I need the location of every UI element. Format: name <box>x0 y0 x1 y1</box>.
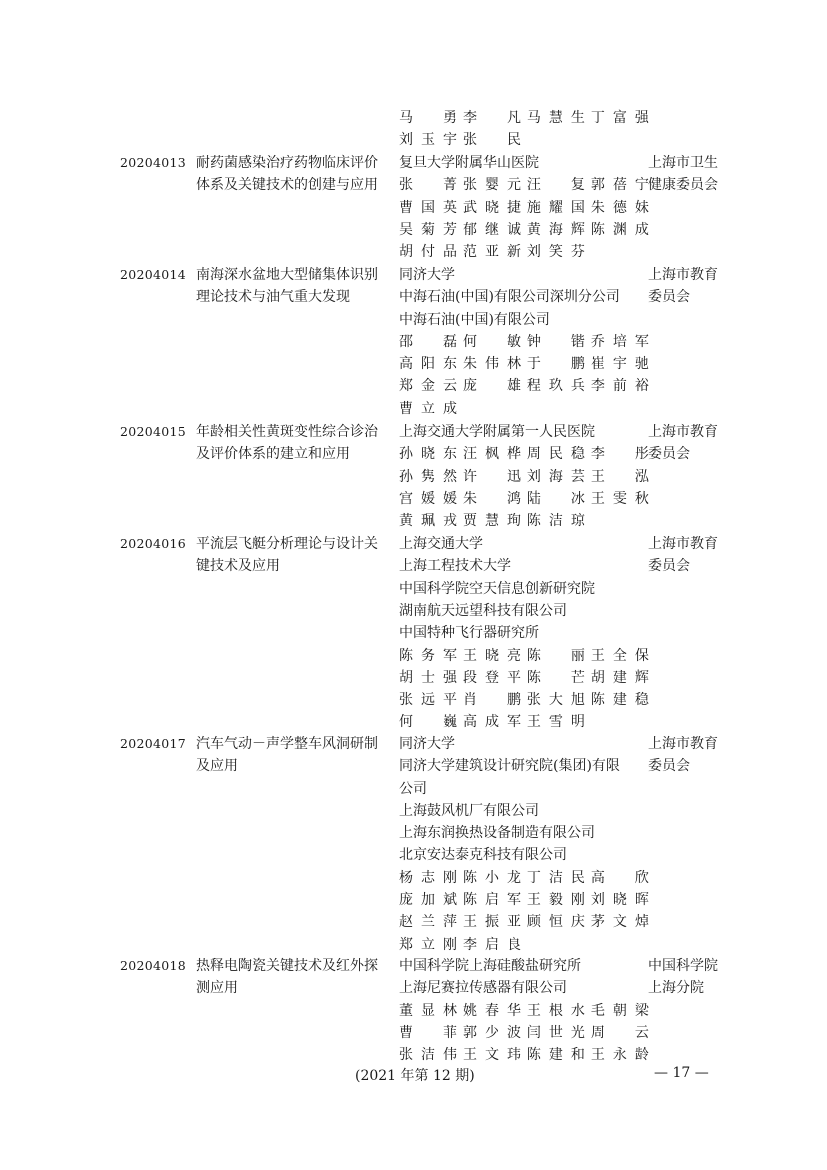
title-line: 平流层飞艇分析理论与设计关 <box>196 536 378 552</box>
completing-units <box>399 264 620 331</box>
project-code: 20204017 <box>120 736 187 751</box>
person-name: 陈 芒 <box>526 669 585 686</box>
name-row <box>399 129 649 151</box>
person-name: 高 欣 <box>590 869 649 886</box>
person-name: 陈 丽 <box>526 647 585 664</box>
person-name: 贾慧珣 <box>462 513 521 530</box>
unit-line: 湖南航天远望科技有限公司 <box>399 602 567 619</box>
person-name: 张 菁 <box>399 177 457 194</box>
completing-units <box>399 955 581 1000</box>
dept-line: 委员会 <box>648 289 690 306</box>
person-name: 刘笑芬 <box>526 244 585 261</box>
title-line: 及应用 <box>196 758 238 775</box>
name-row <box>399 711 649 733</box>
person-name: 张大旭 <box>526 692 585 709</box>
name-row <box>399 466 649 488</box>
person-name: 许 迅 <box>462 468 521 485</box>
person-name: 王全保 <box>590 647 649 664</box>
unit-line: 公司 <box>399 780 427 797</box>
name-row <box>399 197 649 219</box>
person-name: 崔宇驰 <box>590 356 649 373</box>
person-name: 孙隽然 <box>399 468 457 485</box>
dept-line: 上海市教育 <box>648 536 718 552</box>
person-name: 王雯秋 <box>590 490 649 507</box>
person-name: 顾恒庆 <box>526 914 585 931</box>
person-name: 郑立刚 <box>399 936 457 953</box>
name-row <box>399 889 649 911</box>
title-line: 南海深水盆地大型储集体识别 <box>196 267 378 283</box>
recommending-department <box>648 264 738 309</box>
unit-line: 北京安达泰克科技有限公司 <box>399 847 567 864</box>
person-name: 朱 鸿 <box>462 490 521 507</box>
person-name: 李 凡 <box>462 110 521 126</box>
person-name: 曹立成 <box>399 400 457 417</box>
person-name: 毛朝梁 <box>590 1002 649 1019</box>
person-name: 陈洁琼 <box>526 513 585 530</box>
person-name: 何 巍 <box>399 714 457 731</box>
person-name: 曹 菲 <box>399 1024 457 1041</box>
completing-units <box>399 152 539 174</box>
name-row <box>399 375 649 397</box>
person-name: 赵兰萍 <box>399 914 457 931</box>
project-title <box>196 421 390 466</box>
person-name: 陈务军 <box>399 647 457 664</box>
unit-line: 中国特种飞行器研究所 <box>399 625 539 642</box>
name-row <box>399 331 649 353</box>
project-code: 20204018 <box>120 958 187 973</box>
person-name: 高阳东 <box>399 356 457 373</box>
completers <box>399 174 649 263</box>
person-name: 郁继诚 <box>462 221 521 238</box>
name-row <box>399 911 649 933</box>
person-name: 邵 磊 <box>399 333 457 350</box>
unit-line: 复旦大学附属华山医院 <box>399 155 539 171</box>
person-name: 孙晓东 <box>399 446 457 463</box>
person-name: 高成军 <box>462 714 521 731</box>
person-name: 庞加斌 <box>399 892 457 909</box>
person-name: 王文玮 <box>462 1047 521 1064</box>
person-name: 陈建稳 <box>590 692 649 709</box>
recommending-department <box>648 533 738 578</box>
person-name: 张婴元 <box>462 177 521 194</box>
title-line: 及评价体系的建立和应用 <box>196 446 350 463</box>
name-row <box>399 867 649 889</box>
unit-line: 中海石油(中国)有限公司深圳分公司 <box>399 289 620 306</box>
dept-line: 委员会 <box>648 758 690 775</box>
project-title <box>196 955 390 1000</box>
unit-line: 上海东润换热设备制造有限公司 <box>399 825 595 842</box>
person-name: 丁洁民 <box>526 869 585 886</box>
continuation-names <box>399 107 649 152</box>
name-row <box>399 443 649 465</box>
name-row <box>399 1044 649 1066</box>
person-name: 周民稳 <box>526 446 585 463</box>
person-name: 肖 鹏 <box>462 692 521 709</box>
dept-line: 上海市教育 <box>648 736 718 752</box>
unit-line: 中国科学院上海硅酸盐研究所 <box>399 958 581 974</box>
title-line: 测应用 <box>196 980 238 997</box>
completing-units <box>399 421 595 443</box>
name-row <box>399 174 649 196</box>
person-name: 郭蓓宁 <box>590 177 649 194</box>
name-row <box>399 488 649 510</box>
project-code: 20204014 <box>120 267 187 282</box>
person-name: 王晓亮 <box>462 647 521 664</box>
name-row <box>399 241 649 263</box>
unit-line: 同济大学 <box>399 736 455 752</box>
recommending-department <box>648 733 738 778</box>
person-name: 朱伟林 <box>462 356 521 373</box>
person-name: 刘晓晖 <box>590 892 649 909</box>
project-title <box>196 533 390 578</box>
person-name: 李 彤 <box>590 446 649 463</box>
unit-line: 上海交通大学 <box>399 536 483 552</box>
person-name: 陈小龙 <box>462 869 521 886</box>
person-name: 胡建辉 <box>590 669 649 686</box>
project-title <box>196 264 390 309</box>
person-name: 范亚新 <box>462 244 521 261</box>
person-name: 董显林 <box>399 1002 457 1019</box>
person-name: 汪 复 <box>526 177 585 194</box>
dept-line: 委员会 <box>648 558 690 575</box>
person-name: 周 云 <box>590 1024 649 1041</box>
project-title <box>196 152 390 197</box>
person-name: 吴菊芳 <box>399 221 457 238</box>
recommending-department <box>648 955 738 1000</box>
name-row <box>399 107 649 129</box>
person-name: 马 勇 <box>399 110 457 126</box>
completing-units <box>399 533 595 644</box>
person-name: 杨志刚 <box>399 869 457 886</box>
person-name: 刘玉宇 <box>399 132 457 149</box>
project-title <box>196 733 390 778</box>
person-name: 乔培军 <box>590 333 649 350</box>
person-name: 胡士强 <box>399 669 457 686</box>
person-name: 陆 冰 <box>526 490 585 507</box>
project-code: 20204013 <box>120 155 187 170</box>
dept-line: 健康委员会 <box>648 177 718 194</box>
unit-line: 中国科学院空天信息创新研究院 <box>399 580 595 597</box>
person-name: 刘海芸 <box>526 468 585 485</box>
unit-line: 中海石油(中国)有限公司 <box>399 311 550 328</box>
person-name: 曹国英 <box>399 199 457 216</box>
recommending-department <box>648 421 738 466</box>
name-row <box>399 689 649 711</box>
person-name: 李启良 <box>462 936 521 953</box>
unit-line: 上海尼赛拉传感器有限公司 <box>399 980 567 997</box>
title-line: 键技术及应用 <box>196 558 280 575</box>
person-name: 段登平 <box>462 669 521 686</box>
title-line: 汽车气动－声学整车风洞研制 <box>196 736 378 752</box>
page-number: — 17 — <box>654 1065 709 1081</box>
unit-line: 上海交通大学附属第一人民医院 <box>399 424 595 440</box>
person-name: 闫世光 <box>526 1024 585 1041</box>
person-name: 于 鹏 <box>526 356 585 373</box>
recommending-department <box>648 152 738 197</box>
person-name: 王振亚 <box>462 914 521 931</box>
name-row <box>399 353 649 375</box>
person-name: 钟 锴 <box>526 333 585 350</box>
name-row <box>399 1022 649 1044</box>
dept-line: 上海市教育 <box>648 267 718 283</box>
person-name: 陈渊成 <box>590 221 649 238</box>
name-row <box>399 1000 649 1022</box>
completers <box>399 443 649 532</box>
person-name: 郭少波 <box>462 1024 521 1041</box>
person-name: 张 民 <box>462 132 521 149</box>
completers <box>399 331 649 420</box>
person-name: 庞 雄 <box>462 378 521 395</box>
person-name: 姚春华 <box>462 1002 521 1019</box>
title-line: 年龄相关性黄斑变性综合诊治 <box>196 424 378 440</box>
person-name: 陈启军 <box>462 892 521 909</box>
person-name: 马慧生 <box>526 110 585 126</box>
person-name: 郑金云 <box>399 378 457 395</box>
title-line: 耐药菌感染治疗药物临床评价 <box>196 155 378 171</box>
person-name: 王永龄 <box>590 1047 649 1064</box>
project-code: 20204015 <box>120 424 187 439</box>
person-name: 王 泓 <box>590 468 649 485</box>
completers <box>399 1000 649 1067</box>
unit-line: 上海鼓风机厂有限公司 <box>399 802 539 819</box>
person-name: 施耀国 <box>526 199 585 216</box>
person-name: 何 敏 <box>462 333 521 350</box>
person-name: 王雪明 <box>526 714 585 731</box>
person-name: 王根水 <box>526 1002 585 1019</box>
name-row <box>399 934 649 956</box>
completers <box>399 867 649 956</box>
name-row <box>399 510 649 532</box>
issue-footer: (2021 年第 12 期) <box>355 1068 475 1084</box>
person-name: 王毅刚 <box>526 892 585 909</box>
unit-line: 同济大学 <box>399 267 455 283</box>
title-line: 理论技术与油气重大发现 <box>196 289 350 306</box>
title-line: 体系及关键技术的创建与应用 <box>196 177 378 194</box>
person-name: 朱德妹 <box>590 199 649 216</box>
person-name: 宫媛媛 <box>399 490 457 507</box>
person-name: 张洁伟 <box>399 1047 457 1064</box>
person-name: 李前裕 <box>590 378 649 395</box>
name-row <box>399 398 649 420</box>
person-name: 陈建和 <box>526 1047 585 1064</box>
dept-line: 上海市教育 <box>648 424 718 440</box>
person-name: 茅文焯 <box>590 914 649 931</box>
dept-line: 上海市卫生 <box>648 155 718 171</box>
person-name: 丁富强 <box>590 110 649 126</box>
dept-line: 中国科学院 <box>648 958 718 974</box>
person-name: 黄珮戎 <box>399 513 457 530</box>
dept-line: 委员会 <box>648 446 690 463</box>
title-line: 热释电陶瓷关键技术及红外探 <box>196 958 378 974</box>
name-row <box>399 667 649 689</box>
project-code: 20204016 <box>120 536 187 551</box>
unit-line: 同济大学建筑设计研究院(集团)有限 <box>399 758 620 775</box>
person-name: 汪枫桦 <box>462 446 521 463</box>
name-row <box>399 219 649 241</box>
person-name: 张远平 <box>399 692 457 709</box>
name-row <box>399 645 649 667</box>
completing-units <box>399 733 620 867</box>
dept-line: 上海分院 <box>648 980 704 997</box>
person-name: 程玖兵 <box>526 378 585 395</box>
person-name: 武晓捷 <box>462 199 521 216</box>
person-name: 胡付品 <box>399 244 457 261</box>
unit-line: 上海工程技术大学 <box>399 558 511 575</box>
completers <box>399 645 649 734</box>
person-name: 黄海辉 <box>526 221 585 238</box>
